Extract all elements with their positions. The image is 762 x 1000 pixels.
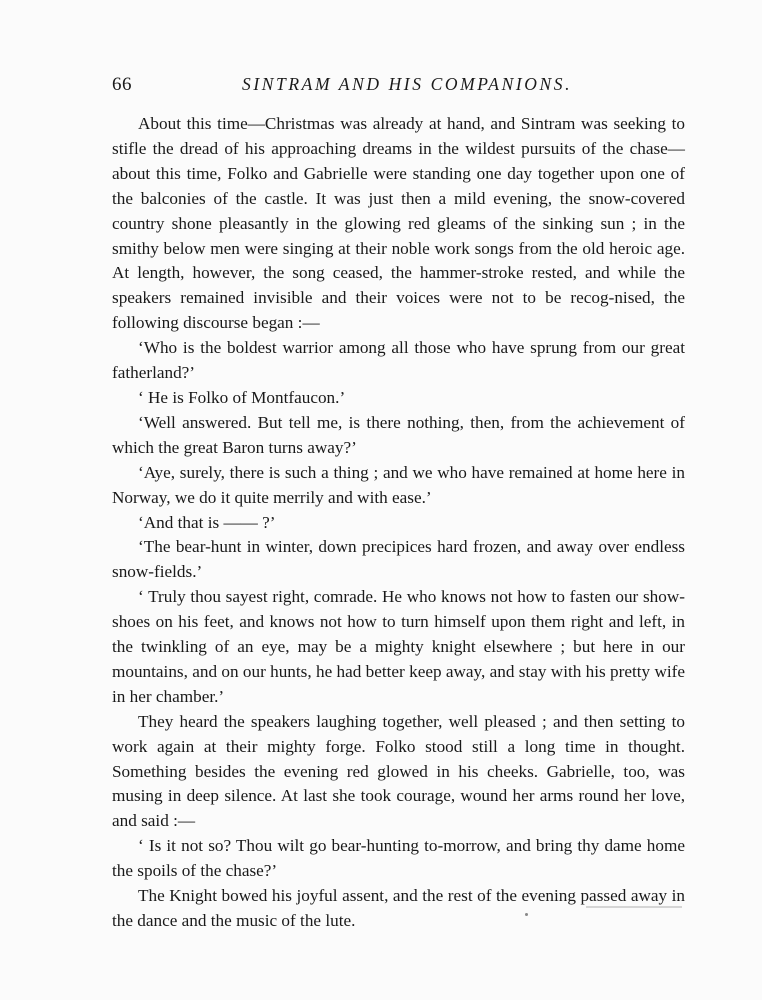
paragraph: The Knight bowed his joyful assent, and the rest of the evening passed away in the dance and the music of the lute. (112, 886, 685, 930)
paragraph: About this time—Christmas was already at hand, and Sintram was seeking to stifle the dread of his approaching dreams in the wildest pursuits of the chase—about this time, Folko and Gabrielle were standing one day together upon one of the balconies of the castle. It was just then a mild evening, the snow-covered country shone pleasantly in the glowing red gleams of the sinking sun ; in the smithy below men were singing at their noble work songs from the old heroic age. At length, however, the song ceased, the hammer-stroke rested, and while the speakers remained invisible and their voices were not to be recog-nised, the following discourse began :— (112, 114, 685, 333)
page-number: 66 (112, 74, 132, 95)
paragraph: ‘The bear-hunt in winter, down precipices hard frozen, and away over endless snow-fields.’ (112, 537, 685, 582)
paragraph: ‘ Truly thou sayest right, comrade. He who knows not how to fasten our show-shoes on his feet, and knows not how to turn himself upon them right and left, in the twinkling of an eye, may be a mighty knight elsewhere ; but here in our mountains, and on our hunts, he had better keep away, and stay with his pretty wife in her chamber.’ (112, 587, 685, 706)
body-text (112, 112, 685, 934)
ink-speck (525, 913, 528, 916)
paragraph: ‘And that is —— ?’ (138, 512, 276, 532)
print-smudge (586, 906, 682, 908)
paragraph: They heard the speakers laughing together, well pleased ; and then setting to work again at their mighty forge. Folko stood still a long time in thought. Something besides the evening red glowed in his cheeks. Gabrielle, too, was musing in deep silence. At last she took courage, wound her arms round her love, and said :— (112, 711, 685, 831)
paragraph: ‘ He is Folko of Montfaucon.’ (138, 387, 346, 407)
paragraph: ‘ Is it not so? Thou wilt go bear-hunting to-morrow, and bring thy dame home the spoils of the chase?’ (112, 836, 685, 881)
running-title: SINTRAM AND HIS COMPANIONS. (242, 74, 573, 94)
paragraph: ‘Well answered. But tell me, is there nothing, then, from the achievement of which the great Baron turns away?’ (112, 412, 685, 457)
page-header (112, 74, 682, 100)
paragraph: ‘Who is the boldest warrior among all those who have sprung from our great fatherland?’ (112, 338, 685, 383)
paragraph: ‘Aye, surely, there is such a thing ; and we who have remained at home here in Norway, we do it quite merrily and with ease.’ (112, 462, 685, 507)
